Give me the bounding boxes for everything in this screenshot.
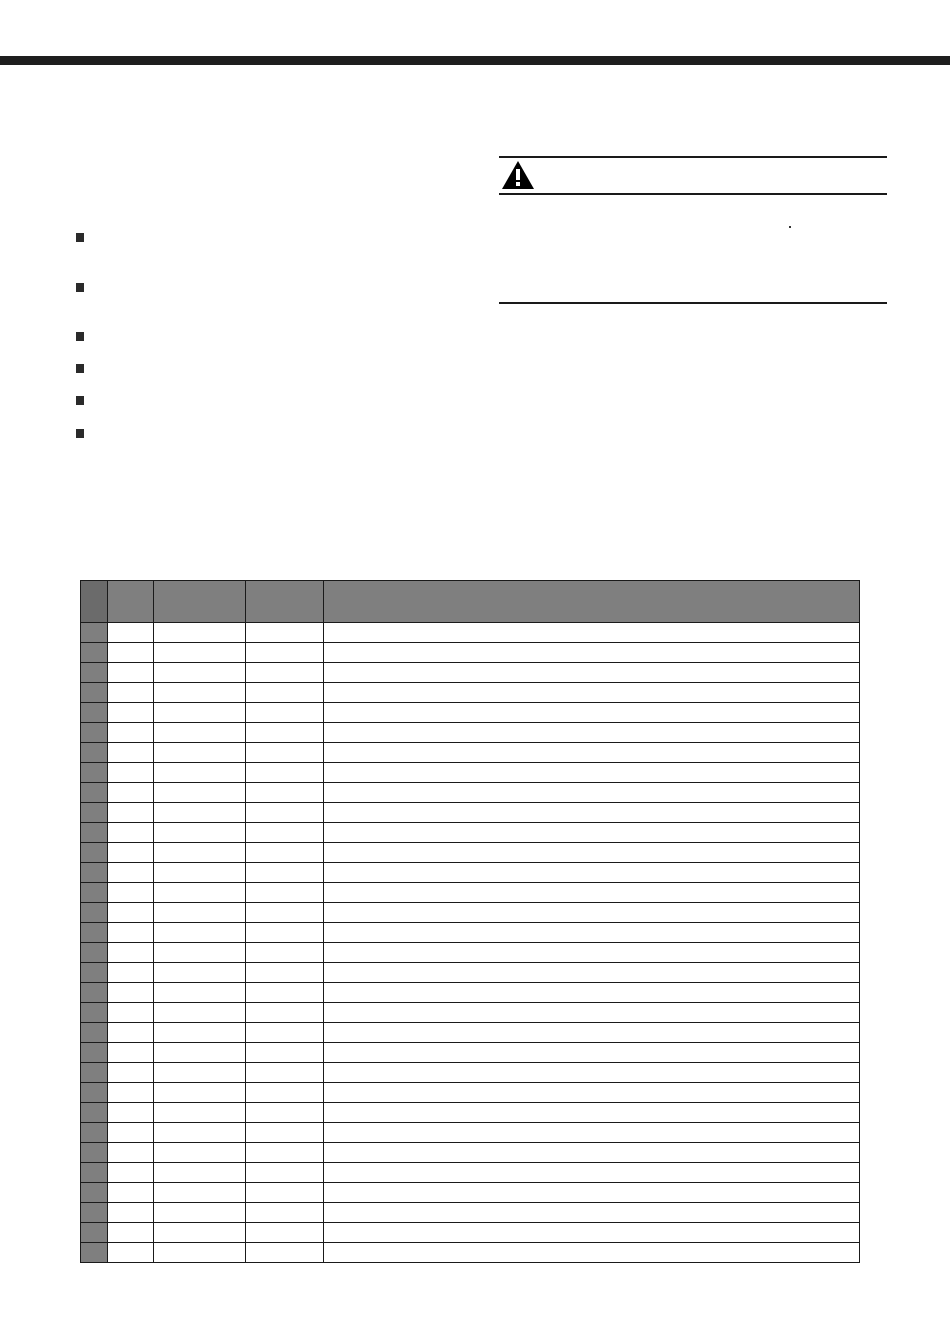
table-cell bbox=[108, 763, 154, 783]
table-cell bbox=[108, 723, 154, 743]
table-row bbox=[81, 1063, 860, 1083]
table-cell bbox=[154, 643, 246, 663]
table-cell bbox=[154, 843, 246, 863]
table-cell bbox=[246, 743, 324, 763]
row-number-cell bbox=[81, 1143, 108, 1163]
caution-rule-top bbox=[499, 156, 887, 158]
table-cell bbox=[246, 1223, 324, 1243]
table-cell bbox=[108, 883, 154, 903]
table-cell bbox=[108, 1023, 154, 1043]
table-cell bbox=[108, 1063, 154, 1083]
table-cell bbox=[108, 1163, 154, 1183]
row-number-cell bbox=[81, 1243, 108, 1263]
table-cell bbox=[246, 1083, 324, 1103]
table-cell bbox=[154, 1203, 246, 1223]
table-cell bbox=[154, 1063, 246, 1083]
table-cell bbox=[324, 1163, 860, 1183]
table-row bbox=[81, 623, 860, 643]
table-row bbox=[81, 1183, 860, 1203]
table-cell bbox=[324, 623, 860, 643]
bullet-square-icon bbox=[76, 429, 84, 438]
table-cell bbox=[324, 1123, 860, 1143]
table-cell bbox=[108, 923, 154, 943]
row-number-cell bbox=[81, 1083, 108, 1103]
row-number-cell bbox=[81, 903, 108, 923]
table-row bbox=[81, 1083, 860, 1103]
row-number-cell bbox=[81, 663, 108, 683]
table-cell bbox=[154, 943, 246, 963]
table-cell bbox=[154, 1003, 246, 1023]
table-cell bbox=[108, 1123, 154, 1143]
table-row bbox=[81, 1003, 860, 1023]
table-cell bbox=[246, 883, 324, 903]
table-cell bbox=[154, 763, 246, 783]
table-cell bbox=[246, 1143, 324, 1163]
table-cell bbox=[108, 1223, 154, 1243]
table-cell bbox=[246, 723, 324, 743]
row-number-cell bbox=[81, 943, 108, 963]
row-number-cell bbox=[81, 883, 108, 903]
table-cell bbox=[324, 1023, 860, 1043]
table-cell bbox=[246, 823, 324, 843]
table-cell bbox=[324, 843, 860, 863]
row-number-cell bbox=[81, 703, 108, 723]
table-cell bbox=[246, 943, 324, 963]
row-number-cell bbox=[81, 983, 108, 1003]
table-cell bbox=[324, 943, 860, 963]
table-cell bbox=[154, 983, 246, 1003]
table-row bbox=[81, 683, 860, 703]
table-cell bbox=[154, 1243, 246, 1263]
table-row bbox=[81, 963, 860, 983]
table-cell bbox=[324, 1243, 860, 1263]
table-header-cell bbox=[154, 581, 246, 623]
table-header-cell bbox=[108, 581, 154, 623]
table-cell bbox=[324, 923, 860, 943]
bullet-square-icon bbox=[76, 364, 84, 373]
table-cell bbox=[246, 903, 324, 923]
row-number-cell bbox=[81, 843, 108, 863]
table-cell bbox=[324, 863, 860, 883]
table-row bbox=[81, 983, 860, 1003]
table-cell bbox=[108, 623, 154, 643]
table-row bbox=[81, 643, 860, 663]
table-cell bbox=[108, 803, 154, 823]
table-row bbox=[81, 1043, 860, 1063]
table-cell bbox=[108, 963, 154, 983]
table-cell bbox=[108, 983, 154, 1003]
table-cell bbox=[108, 863, 154, 883]
row-number-cell bbox=[81, 1043, 108, 1063]
row-number-cell bbox=[81, 963, 108, 983]
table-cell bbox=[324, 643, 860, 663]
table-cell bbox=[154, 1083, 246, 1103]
table-cell bbox=[324, 1043, 860, 1063]
table-cell bbox=[246, 763, 324, 783]
table-row bbox=[81, 1023, 860, 1043]
bullet-square-icon bbox=[76, 332, 84, 341]
table-cell bbox=[324, 1083, 860, 1103]
table-row bbox=[81, 943, 860, 963]
table-cell bbox=[324, 1203, 860, 1223]
table-cell bbox=[108, 1043, 154, 1063]
row-number-cell bbox=[81, 1023, 108, 1043]
table-body bbox=[81, 623, 860, 1263]
table-cell bbox=[154, 903, 246, 923]
row-number-cell bbox=[81, 743, 108, 763]
table-cell bbox=[324, 1223, 860, 1243]
table-cell bbox=[246, 843, 324, 863]
table-row bbox=[81, 723, 860, 743]
table-cell bbox=[154, 863, 246, 883]
table-cell bbox=[154, 683, 246, 703]
table-cell bbox=[154, 1223, 246, 1243]
table-row bbox=[81, 903, 860, 923]
table-cell bbox=[324, 823, 860, 843]
table-cell bbox=[108, 1103, 154, 1123]
table-cell bbox=[324, 663, 860, 683]
table-cell bbox=[246, 783, 324, 803]
table-cell bbox=[154, 1183, 246, 1203]
table-cell bbox=[324, 723, 860, 743]
table-cell bbox=[154, 783, 246, 803]
data-table bbox=[80, 580, 860, 1263]
table-header-cell bbox=[81, 581, 108, 623]
table-header-cell bbox=[324, 581, 860, 623]
table-cell bbox=[154, 723, 246, 743]
row-number-cell bbox=[81, 1223, 108, 1243]
table-cell bbox=[108, 643, 154, 663]
table-row bbox=[81, 803, 860, 823]
table-row bbox=[81, 843, 860, 863]
table-cell bbox=[154, 1163, 246, 1183]
table-cell bbox=[154, 663, 246, 683]
table-cell bbox=[108, 1183, 154, 1203]
table-cell bbox=[246, 1023, 324, 1043]
table-cell bbox=[154, 1043, 246, 1063]
table-cell bbox=[108, 663, 154, 683]
table-row bbox=[81, 663, 860, 683]
row-number-cell bbox=[81, 1063, 108, 1083]
table-cell bbox=[108, 1083, 154, 1103]
table-cell bbox=[324, 1003, 860, 1023]
table-row bbox=[81, 743, 860, 763]
table-cell bbox=[324, 703, 860, 723]
table-cell bbox=[154, 743, 246, 763]
table-row bbox=[81, 1103, 860, 1123]
table-cell bbox=[108, 743, 154, 763]
table-cell bbox=[246, 983, 324, 1003]
table-cell bbox=[154, 803, 246, 823]
table-cell bbox=[154, 883, 246, 903]
stray-mark bbox=[789, 226, 791, 228]
table-cell bbox=[324, 743, 860, 763]
table-cell bbox=[324, 783, 860, 803]
table-row bbox=[81, 1223, 860, 1243]
table-cell bbox=[324, 963, 860, 983]
table-row bbox=[81, 883, 860, 903]
row-number-cell bbox=[81, 1203, 108, 1223]
table-row bbox=[81, 1243, 860, 1263]
table-cell bbox=[246, 1043, 324, 1063]
table-cell bbox=[108, 683, 154, 703]
table-cell bbox=[324, 763, 860, 783]
table-cell bbox=[246, 863, 324, 883]
row-number-cell bbox=[81, 823, 108, 843]
table-cell bbox=[246, 1163, 324, 1183]
table-cell bbox=[154, 1143, 246, 1163]
table-cell bbox=[324, 883, 860, 903]
table-cell bbox=[246, 683, 324, 703]
data-table-wrapper bbox=[80, 580, 860, 1263]
table-row bbox=[81, 1143, 860, 1163]
bullet-square-icon bbox=[76, 396, 84, 405]
table-cell bbox=[324, 1143, 860, 1163]
table-cell bbox=[246, 923, 324, 943]
table-cell bbox=[246, 1063, 324, 1083]
table-cell bbox=[324, 683, 860, 703]
row-number-cell bbox=[81, 1103, 108, 1123]
row-number-cell bbox=[81, 1003, 108, 1023]
table-cell bbox=[108, 843, 154, 863]
table-cell bbox=[324, 1063, 860, 1083]
table-cell bbox=[108, 1243, 154, 1263]
table-cell bbox=[246, 1243, 324, 1263]
bullet-square-icon bbox=[76, 233, 84, 242]
table-cell bbox=[246, 703, 324, 723]
table-cell bbox=[154, 923, 246, 943]
table-cell bbox=[246, 1103, 324, 1123]
table-cell bbox=[246, 1203, 324, 1223]
row-number-cell bbox=[81, 1123, 108, 1143]
table-cell bbox=[324, 983, 860, 1003]
table-header-cell bbox=[246, 581, 324, 623]
table-cell bbox=[324, 1183, 860, 1203]
table-row bbox=[81, 823, 860, 843]
table-row bbox=[81, 923, 860, 943]
table-cell bbox=[108, 903, 154, 923]
table-cell bbox=[108, 783, 154, 803]
table-cell bbox=[108, 1003, 154, 1023]
table-cell bbox=[154, 823, 246, 843]
table-cell bbox=[246, 663, 324, 683]
row-number-cell bbox=[81, 803, 108, 823]
table-cell bbox=[154, 703, 246, 723]
table-cell bbox=[246, 623, 324, 643]
caution-box bbox=[499, 156, 887, 305]
table-row bbox=[81, 863, 860, 883]
table-row bbox=[81, 1163, 860, 1183]
row-number-cell bbox=[81, 923, 108, 943]
row-number-cell bbox=[81, 643, 108, 663]
table-row bbox=[81, 1203, 860, 1223]
table-row bbox=[81, 763, 860, 783]
table-cell bbox=[108, 943, 154, 963]
table-cell bbox=[108, 823, 154, 843]
table-cell bbox=[154, 1103, 246, 1123]
table-cell bbox=[108, 1143, 154, 1163]
table-cell bbox=[246, 803, 324, 823]
table-cell bbox=[246, 1003, 324, 1023]
row-number-cell bbox=[81, 783, 108, 803]
table-cell bbox=[154, 1123, 246, 1143]
row-number-cell bbox=[81, 763, 108, 783]
row-number-cell bbox=[81, 683, 108, 703]
table-row bbox=[81, 783, 860, 803]
table-cell bbox=[324, 803, 860, 823]
table-header-row bbox=[81, 581, 860, 623]
warning-triangle-icon bbox=[501, 160, 535, 190]
caution-rule-bottom bbox=[499, 302, 887, 304]
table-row bbox=[81, 1123, 860, 1143]
table-cell bbox=[246, 1183, 324, 1203]
top-rule bbox=[0, 56, 950, 65]
table-cell bbox=[154, 963, 246, 983]
table-cell bbox=[324, 1103, 860, 1123]
row-number-cell bbox=[81, 623, 108, 643]
table-cell bbox=[154, 1023, 246, 1043]
table-cell bbox=[246, 643, 324, 663]
table-cell bbox=[246, 963, 324, 983]
table-cell bbox=[108, 703, 154, 723]
table-cell bbox=[154, 623, 246, 643]
caution-rule-mid bbox=[499, 193, 887, 195]
table-cell bbox=[324, 903, 860, 923]
table-row bbox=[81, 703, 860, 723]
row-number-cell bbox=[81, 1183, 108, 1203]
bullet-square-icon bbox=[76, 283, 84, 292]
table-cell bbox=[246, 1123, 324, 1143]
row-number-cell bbox=[81, 863, 108, 883]
table-cell bbox=[108, 1203, 154, 1223]
row-number-cell bbox=[81, 723, 108, 743]
row-number-cell bbox=[81, 1163, 108, 1183]
